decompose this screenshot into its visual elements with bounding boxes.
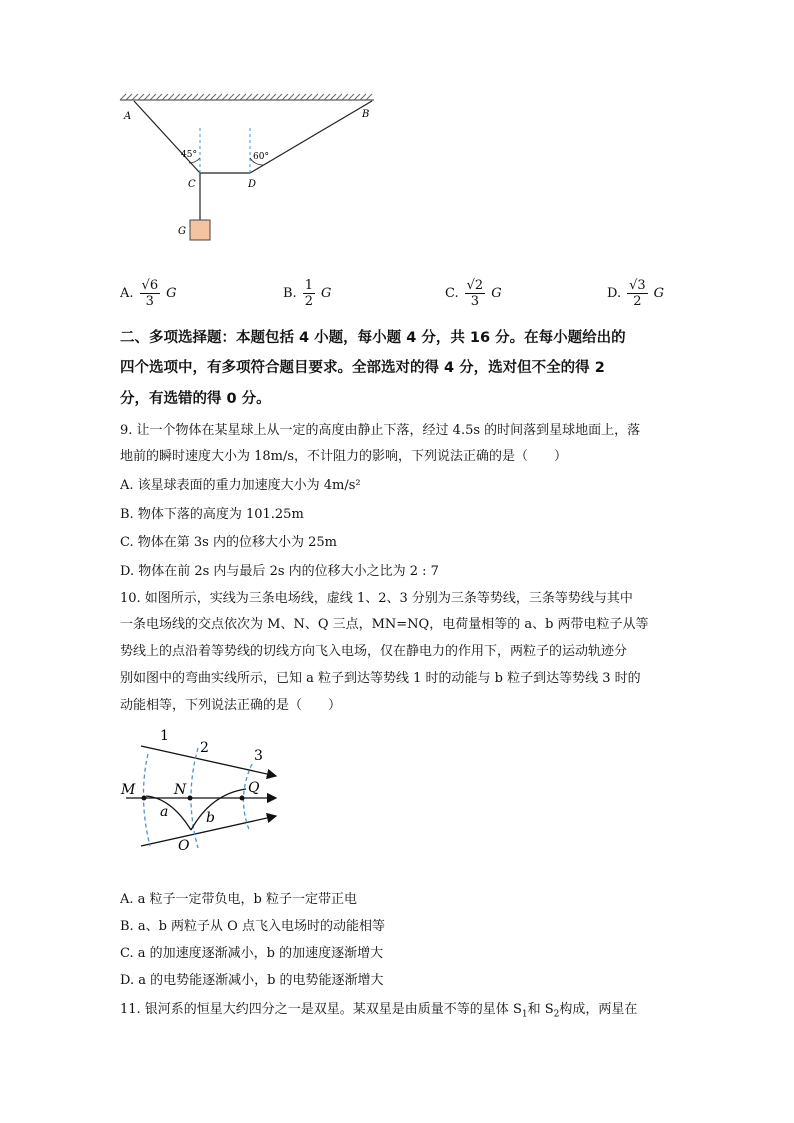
label-m: M: [121, 782, 136, 798]
field-lines-diagram: [116, 724, 292, 858]
option-suffix: G: [491, 286, 502, 301]
option-d[interactable]: [607, 278, 664, 309]
point-n: [188, 796, 193, 801]
angle-label-60: 60°: [253, 152, 269, 162]
q10-stem-line5: 动能相等，下列说法正确的是（ ）: [120, 698, 342, 713]
option-a[interactable]: [120, 278, 176, 309]
label-n: N: [174, 782, 187, 798]
q9-option-d[interactable]: D. 物体在前 2s 内与最后 2s 内的位移大小之比为 2 : 7: [120, 564, 439, 579]
option-fraction: $\frac{√2}{3}$: [466, 278, 484, 309]
point-q: [240, 796, 245, 801]
q10-option-b[interactable]: B. a、b 两粒子从 O 点飞入电场时的动能相等: [120, 919, 385, 934]
point-m: [142, 796, 147, 801]
label-o: O: [178, 838, 190, 854]
label-q: Q: [248, 780, 260, 796]
label-2: 2: [200, 740, 209, 756]
option-fraction: $\frac{1}{2}$: [304, 278, 313, 309]
option-b[interactable]: [283, 278, 331, 309]
q10-stem-line4: 别如图中的弯曲实线所示，已知 a 粒子到达等势线 1 时的动能与 b 粒子到达等势线 3 时的: [120, 671, 641, 686]
option-letter: D.: [607, 286, 622, 301]
option-letter: A.: [120, 286, 134, 301]
label-b: B: [362, 109, 370, 120]
option-letter: B.: [283, 286, 297, 301]
section-heading-line2: 四个选项中，有多项符合题目要求。全部选对的得 4 分，选对但不全的得 2: [120, 360, 605, 376]
ceiling: [120, 94, 374, 100]
trajectory-a: [146, 796, 191, 830]
q9-option-b[interactable]: B. 物体下落的高度为 101.25m: [120, 507, 304, 522]
q9-option-c[interactable]: C. 物体在第 3s 内的位移大小为 25m: [120, 535, 337, 550]
q11-stem-line1: 11. 银河系的恒星大约四分之一是双星。某双星是由质量不等的星体 $S_1$和 $S_2$构成，两星在: [120, 1002, 638, 1020]
angle-label-45: 45°: [181, 150, 197, 160]
rope-db: [250, 101, 372, 173]
section-heading-line3: 分，有选错的得 0 分。: [120, 391, 271, 407]
option-suffix: G: [320, 286, 332, 301]
q9-stem-line1: 9. 让一个物体在某星球上从一定的高度由静止下落，经过 4.5s 的时间落到星球地面上，落: [120, 423, 641, 438]
q10-stem-line3: 势线上的点沿着等势线的切线方向飞入电场，仅在静电力的作用下，两粒子的运动轨迹分: [120, 644, 628, 659]
weight-block: [190, 220, 210, 240]
q10-stem-line2: 一条电场线的交点依次为 M、N、Q 三点，MN=NQ，电荷量相等的 a、b 两带电粒子从等: [120, 617, 649, 632]
q10-option-d[interactable]: D. a 的电势能逐渐减小，b 的电势能逐渐增大: [120, 973, 384, 988]
rope-ac: [134, 101, 200, 173]
label-3: 3: [254, 748, 263, 764]
q9-option-a[interactable]: A. 该星球表面的重力加速度大小为 4m/s²: [120, 478, 361, 493]
section-heading-line1: 二、多项选择题：本题包括 4 小题，每小题 4 分，共 16 分。在每小题给出的: [120, 330, 626, 346]
label-b-particle: b: [206, 810, 215, 826]
label-g: G: [178, 226, 186, 237]
label-a-particle: a: [160, 804, 169, 820]
q10-stem-line1: 10. 如图所示，实线为三条电场线，虚线 1、2、3 分别为三条等势线，三条等势线与其中: [120, 591, 633, 606]
label-1: 1: [160, 728, 169, 744]
option-fraction: $\frac{√3}{2}$: [629, 278, 646, 309]
label-a: A: [124, 111, 132, 122]
q9-stem-line2: 地前的瞬时速度大小为 18m/s，不计阻力的影响，下列说法正确的是（ ）: [120, 449, 568, 464]
force-diagram: [110, 90, 390, 250]
q10-option-a[interactable]: A. a 粒子一定带负电，b 粒子一定带正电: [120, 892, 357, 907]
option-c[interactable]: [445, 278, 502, 309]
label-d: D: [248, 179, 257, 190]
label-c: C: [188, 179, 196, 190]
option-suffix: G: [166, 286, 177, 301]
option-suffix: G: [653, 286, 665, 301]
option-fraction: $\frac{√6}{3}$: [141, 278, 159, 309]
q10-option-c[interactable]: C. a 的加速度逐渐减小，b 的加速度逐渐增大: [120, 946, 384, 961]
option-letter: C.: [445, 286, 459, 301]
